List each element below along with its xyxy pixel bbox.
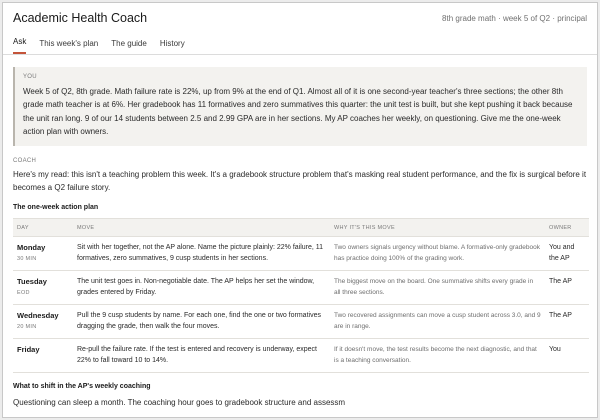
move-cell: The unit test goes in. Non-negotiable date. The AP helps her set the window, grades entered by Friday. bbox=[73, 270, 330, 304]
move-cell: Pull the 9 cusp students by name. For each one, find the one or two formatives dragging the grade, then walk the four moves. bbox=[73, 304, 330, 338]
app-header bbox=[3, 3, 597, 33]
day-time: 30 MIN bbox=[17, 255, 37, 262]
user-message-label: YOU bbox=[23, 74, 37, 80]
tab-history[interactable]: History bbox=[159, 39, 185, 48]
day-time: EOD bbox=[17, 289, 30, 296]
day-time: 20 MIN bbox=[17, 323, 37, 330]
conversation bbox=[3, 55, 597, 409]
user-message bbox=[13, 67, 587, 146]
move-cell: Re-pull the failure rate. If the test is entered and recovery is underway, expect 22% to fall toward 10 to 14%. bbox=[73, 338, 330, 372]
owner-cell: You bbox=[545, 338, 589, 372]
why-cell: If it doesn't move, the test results become the next diagnostic, and that is a teaching conversation. bbox=[330, 338, 545, 372]
tab-bar bbox=[3, 33, 597, 55]
day-name: Wednesday bbox=[17, 310, 59, 320]
user-message-text: Week 5 of Q2, 8th grade. Math failure rate is 22%, up from 9% at the end of Q1. Almost all of it is one second-year teacher's three sections; the other 8th grade math teacher is at 6%. Her gradebook has 11 formatives and zero summatives this quarter: the unit test is built, but she kept pushing it back because the unit ran long. 9 of our 14 students between 2.5 and 2.99 GPA are in her sections. My AP coaches her weekly, on questioning. Give me the one-week action plan with owners. bbox=[23, 87, 573, 137]
tab-ask[interactable]: Ask bbox=[13, 37, 26, 54]
day-cell bbox=[13, 304, 73, 338]
column-header-why: WHY IT'S THIS MOVE bbox=[330, 218, 545, 236]
column-header-owner: OWNER bbox=[545, 218, 589, 236]
coach-message-label: COACH bbox=[13, 157, 37, 164]
tab-the-guide[interactable]: The guide bbox=[111, 39, 147, 48]
plan-title: The one-week action plan bbox=[13, 203, 99, 211]
table-row bbox=[13, 338, 589, 372]
day-cell bbox=[13, 270, 73, 304]
move-cell: Sit with her together, not the AP alone. Name the picture plainly: 22% failure, 11 formatives, zero summatives, 9 cusp students in her sections. bbox=[73, 236, 330, 270]
why-cell: Two owners signals urgency without blame. A formative-only gradebook has practice doing 100% of the grading work. bbox=[330, 236, 545, 270]
action-plan-table bbox=[13, 218, 589, 373]
column-header-move: MOVE bbox=[73, 218, 330, 236]
app-title: Academic Health Coach bbox=[13, 11, 148, 25]
context-label: 8th grade math · week 5 of Q2 · principal bbox=[442, 13, 587, 23]
why-cell: Two recovered assignments can move a cusp student across 3.0, and 9 are in range. bbox=[330, 304, 545, 338]
owner-cell: The AP bbox=[545, 270, 589, 304]
column-header-day: DAY bbox=[13, 218, 73, 236]
table-row bbox=[13, 270, 589, 304]
tab-this-weeks-plan[interactable]: This week's plan bbox=[39, 39, 99, 48]
table-row bbox=[13, 236, 589, 270]
shift-text: Questioning can sleep a month. The coaching hour goes to gradebook structure and assessm bbox=[13, 397, 346, 407]
day-cell bbox=[13, 338, 73, 372]
app-window bbox=[2, 2, 598, 418]
table-header-row bbox=[13, 218, 589, 236]
day-name: Friday bbox=[17, 344, 40, 354]
coach-message-text: Here's my read: this isn't a teaching problem this week. It's a gradebook structure problem that's masking real student performance, and the fix is surgical before it becomes a Q2 failure story. bbox=[13, 169, 587, 192]
owner-cell: The AP bbox=[545, 304, 589, 338]
owner-cell: You and the AP bbox=[545, 236, 589, 270]
shift-title: What to shift in the AP's weekly coaching bbox=[13, 382, 151, 390]
why-cell: The biggest move on the board. One summative shifts every grade in all three sections. bbox=[330, 270, 545, 304]
day-name: Monday bbox=[17, 242, 46, 252]
table-row bbox=[13, 304, 589, 338]
day-name: Tuesday bbox=[17, 276, 47, 286]
day-cell bbox=[13, 236, 73, 270]
